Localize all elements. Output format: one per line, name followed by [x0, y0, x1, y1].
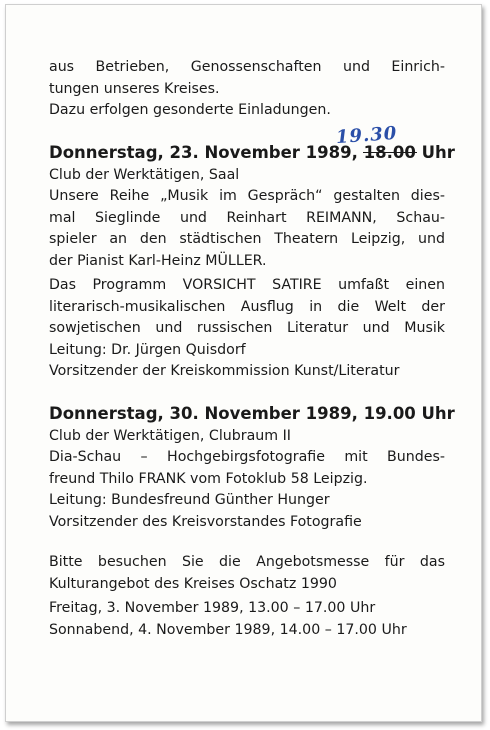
event1-program-3: sowjetischen und russischen Literatur und Musik [49, 320, 445, 336]
event2-leader: Leitung: Bundesfreund Günther Hunger [49, 492, 330, 508]
event1-heading-date: Donnerstag, 23. November 1989, [49, 142, 358, 162]
event1-leader: Leitung: Dr. Jürgen Quisdorf [49, 341, 246, 358]
event1-desc-3: spieler an den städtischen Theatern Leipzig, und [49, 231, 445, 247]
fair-date-1: Freitag, 3. November 1989, 13.00 – 17.00 Uhr [49, 600, 376, 616]
event1-venue: Club der Werktätigen, Saal [49, 166, 240, 183]
event2-desc-1: Dia-Schau – Hochgebirgsfotografie mit Bundes- [49, 449, 445, 465]
event1-leader-title: Vorsitzender der Kreiskommission Kunst/Literatur [49, 363, 400, 379]
handwritten-time-note: 19.30 [335, 122, 398, 148]
intro-line-3: Dazu erfolgen gesonderte Einladungen. [49, 102, 331, 118]
event1-program-1: Das Programm VORSICHT SATIRE umfaßt einen [49, 277, 445, 293]
event1-desc-1: Unsere Reihe „Musik im Gespräch“ gestalten dies- [49, 188, 445, 204]
event1-desc-2: mal Sieglinde und Reinhart REIMANN, Schau- [49, 209, 445, 226]
event1-struck-time: 18.00 [363, 142, 416, 162]
fair-line-1: Bitte besuchen Sie die Angebotsmesse für das [49, 554, 445, 570]
event2-venue: Club der Werktätigen, Clubraum II [49, 427, 291, 444]
event1-desc-4: der Pianist Karl-Heinz MÜLLER. [49, 252, 267, 269]
event1-heading [49, 122, 455, 165]
event1-program-2: literarisch-musikalischen Ausflug in die Welt der [49, 298, 445, 315]
event2-leader-title: Vorsitzender des Kreisvorstandes Fotografie [49, 513, 362, 530]
document-body [49, 57, 455, 641]
document-page [5, 4, 482, 722]
intro-line-1: aus Betrieben, Genossenschaften und Einrich- [49, 59, 445, 75]
intro-line-2: tungen unseres Kreises. [49, 80, 220, 97]
event2-heading: Donnerstag, 30. November 1989, 19.00 Uhr [49, 403, 455, 423]
fair-date-2: Sonnabend, 4. November 1989, 14.00 – 17.00 Uhr [49, 621, 407, 638]
event2-desc-2: freund Thilo FRANK vom Fotoklub 58 Leipzig. [49, 470, 368, 487]
event1-heading-uhr: Uhr [421, 142, 455, 162]
fair-line-2: Kulturangebot des Kreises Oschatz 1990 [49, 575, 337, 592]
